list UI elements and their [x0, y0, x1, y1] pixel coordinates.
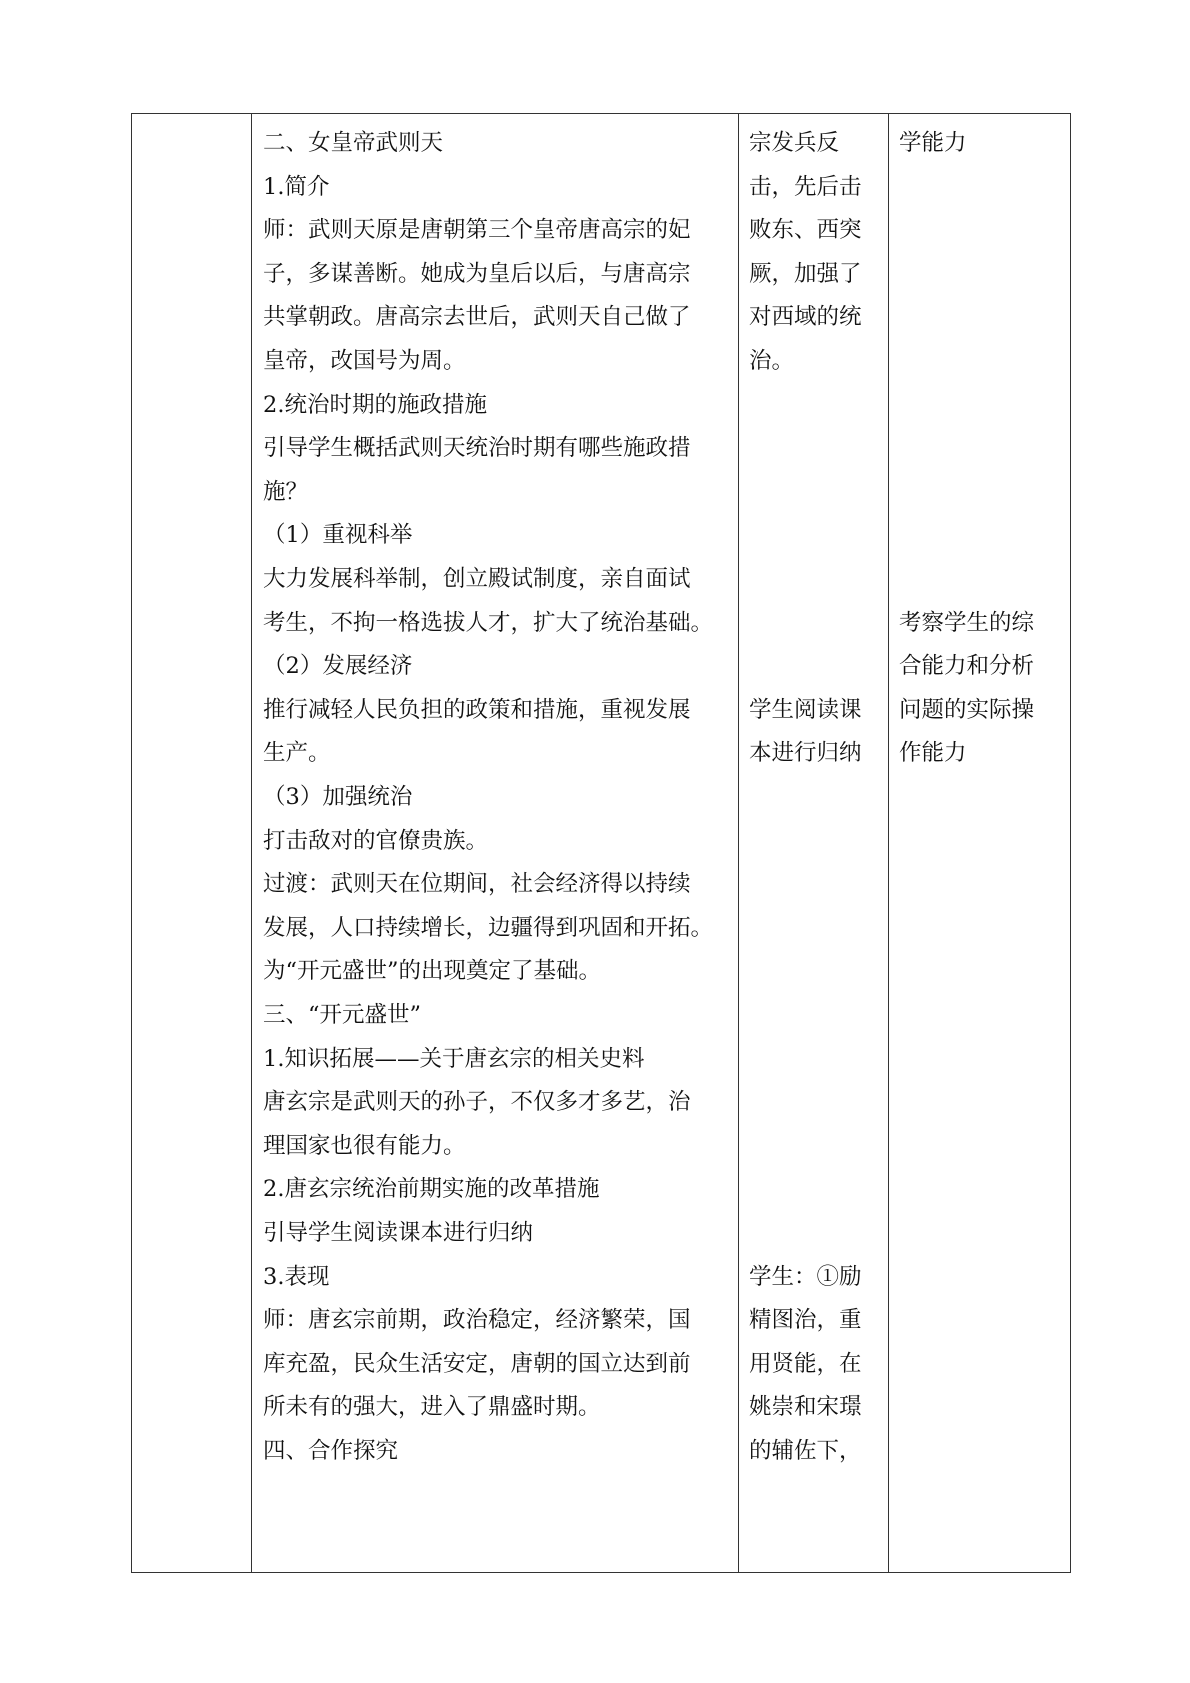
text-line: 大力发展科举制，创立殿试制度，亲自面试 — [263, 566, 691, 592]
lesson-plan-table — [131, 113, 1071, 1573]
text-line: 学能力 — [899, 130, 967, 156]
text-line: 的辅佐下， — [749, 1438, 862, 1464]
text-line: （1）重视科举 — [263, 522, 413, 549]
text-line: 姚崇和宋璟 — [749, 1394, 862, 1421]
text-line: 引导学生概括武则天统治时期有哪些施政措 — [263, 435, 691, 462]
text-line: 1.知识拓展——关于唐玄宗的相关史料 — [263, 1045, 645, 1072]
text-line: 考生，不拘一格选拔人才，扩大了统治基础。 — [263, 609, 714, 636]
text-line: 四、合作探究 — [263, 1438, 399, 1464]
text-line: 击，先后击 — [749, 173, 862, 200]
student-activity-cell — [739, 114, 889, 1573]
text-line: 库充盈，民众生活安定，唐朝的国立达到前 — [263, 1350, 691, 1377]
text-line: 1.简介 — [263, 173, 330, 200]
text-line: 问题的实际操 — [899, 696, 1035, 723]
text-line: 皇帝，改国号为周。 — [263, 348, 466, 374]
table-row — [132, 114, 1071, 1573]
text-line: 本进行归纳 — [749, 740, 862, 767]
text-line: 作能力 — [899, 740, 967, 767]
text-line: 引导学生阅读课本进行归纳 — [263, 1220, 534, 1246]
text-line: 唐玄宗是武则天的孙子，不仅多才多艺，治 — [263, 1089, 691, 1116]
text-line: （3）加强统治 — [263, 784, 413, 810]
text-line: 共掌朝政。唐高宗去世后，武则天自己做了 — [263, 304, 691, 331]
text-line: 二、女皇帝武则天 — [263, 130, 444, 156]
text-line: 学生：①励 — [749, 1263, 862, 1290]
text-line: 治。 — [749, 348, 795, 374]
text-line: 理国家也很有能力。 — [263, 1132, 466, 1159]
text-line: 生产。 — [263, 740, 331, 767]
text-line: 施？ — [263, 478, 309, 505]
text-line: 为“开元盛世”的出现奠定了基础。 — [263, 958, 602, 985]
blank-column-cell — [132, 114, 252, 1573]
text-line: 打击敌对的官僚贵族。 — [263, 827, 489, 854]
text-line: 厥，加强了 — [749, 260, 862, 287]
text-line: 子，多谋善断。她成为皇后以后，与唐高宗 — [263, 260, 691, 287]
text-line: 发展，人口持续增长，边疆得到巩固和开拓。 — [263, 914, 714, 941]
teaching-process-cell — [252, 114, 739, 1573]
text-line: 推行减轻人民负担的政策和措施，重视发展 — [263, 696, 691, 723]
text-line: 用贤能，在 — [749, 1350, 862, 1377]
text-line: 所未有的强大，进入了鼎盛时期。 — [263, 1394, 601, 1421]
text-line: 2.唐玄宗统治前期实施的改革措施 — [263, 1176, 600, 1203]
text-line: 精图治，重 — [749, 1307, 862, 1334]
text-line: 对西域的统 — [749, 304, 862, 331]
text-line: 师：武则天原是唐朝第三个皇帝唐高宗的妃 — [263, 217, 691, 244]
text-line: 3.表现 — [263, 1263, 330, 1290]
text-line: 宗发兵反 — [749, 130, 840, 156]
text-line: 师：唐玄宗前期，政治稳定，经济繁荣，国 — [263, 1307, 691, 1334]
text-line: 合能力和分析 — [899, 653, 1035, 680]
design-intent-cell — [889, 114, 1071, 1573]
text-line: 学生阅读课 — [749, 696, 862, 723]
text-line: 考察学生的综 — [899, 609, 1035, 636]
text-line: 过渡：武则天在位期间，社会经济得以持续 — [263, 871, 691, 898]
text-line: （2）发展经济 — [263, 653, 413, 680]
text-line: 三、“开元盛世” — [263, 1002, 422, 1028]
text-line: 2.统治时期的施政措施 — [263, 391, 487, 418]
text-line: 败东、西突 — [749, 217, 862, 244]
